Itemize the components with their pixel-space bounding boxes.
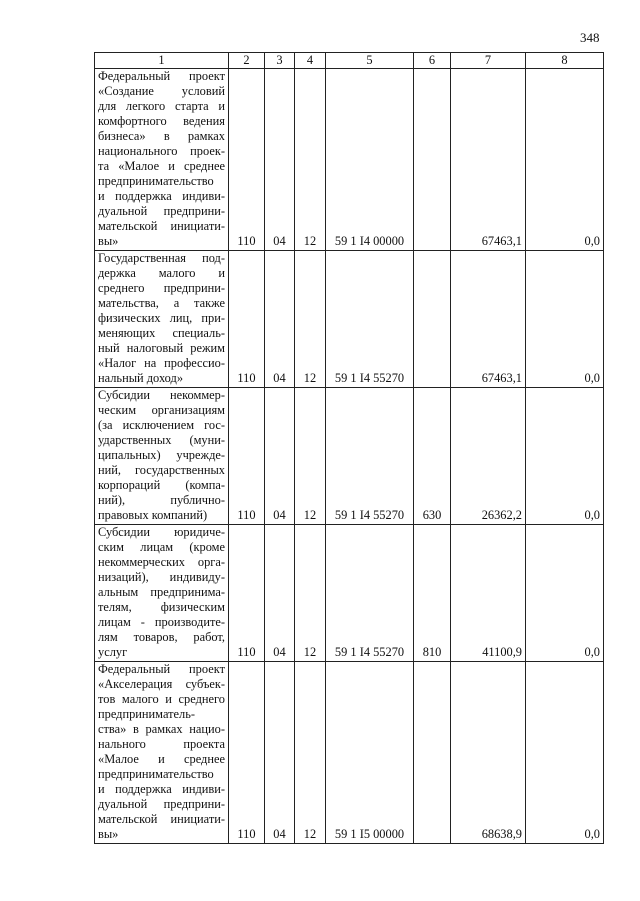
chapter-code-cell: 04 <box>265 69 295 251</box>
row-name-line: «Создание условий <box>98 84 225 98</box>
row-name-line: ный налоговый режим <box>98 341 225 355</box>
row-name-line: ским лицам (кроме <box>98 540 225 554</box>
amount-cell: 67463,1 <box>451 251 526 388</box>
chapter-code-cell: 04 <box>265 251 295 388</box>
row-name-line: и поддержка индиви- <box>98 189 225 203</box>
row-name-line: ципальных) учрежде- <box>98 448 225 462</box>
target-article-cell: 59 1 I4 00000 <box>326 69 414 251</box>
table-row <box>95 525 604 662</box>
row-name-line: физических лиц, при- <box>98 311 225 325</box>
subsection-code-cell: 12 <box>295 69 326 251</box>
row-name-line: нального проекта <box>98 737 225 751</box>
row-name-line: лицам - производите- <box>98 615 225 629</box>
target-article-cell: 59 1 I4 55270 <box>326 388 414 525</box>
table-row <box>95 662 604 844</box>
header-cell: 8 <box>526 53 604 69</box>
row-name-line: «Малое и среднее <box>98 752 225 766</box>
row-name-line: мательства, а также <box>98 296 225 310</box>
row-name-cell <box>95 388 229 525</box>
row-name-line: Субсидии некоммер- <box>98 388 225 402</box>
row-name-line: альным предпринима- <box>98 585 225 599</box>
row-name-line: ний), публично- <box>98 493 225 507</box>
row-name-line: та «Малое и среднее <box>98 159 225 173</box>
target-article-cell: 59 1 I4 55270 <box>326 251 414 388</box>
target-article-cell: 59 1 I5 00000 <box>326 662 414 844</box>
row-name-line: вы» <box>98 827 119 841</box>
header-cell: 6 <box>414 53 451 69</box>
row-name-line: тов малого и среднего <box>98 692 225 706</box>
expense-type-cell <box>414 69 451 251</box>
row-name-line: для легкого старта и <box>98 99 225 113</box>
amount-2-cell: 0,0 <box>526 69 604 251</box>
row-name-line: правовых компаний) <box>98 508 208 522</box>
section-code-cell: 110 <box>229 69 265 251</box>
table-row <box>95 388 604 525</box>
table-row <box>95 251 604 388</box>
row-name-line: Субсидии юридиче- <box>98 525 225 539</box>
header-row <box>95 53 604 69</box>
row-name-line: некоммерческих орга- <box>98 555 225 569</box>
row-name-line: дуальной предприни- <box>98 204 225 218</box>
row-name-line: «Акселерация субъек- <box>98 677 225 691</box>
expense-type-cell: 810 <box>414 525 451 662</box>
row-name-line: «Налог на профессио- <box>98 356 225 370</box>
amount-2-cell: 0,0 <box>526 662 604 844</box>
row-name-line: Федеральный проект <box>98 662 225 676</box>
subsection-code-cell: 12 <box>295 525 326 662</box>
row-name-cell <box>95 251 229 388</box>
chapter-code-cell: 04 <box>265 662 295 844</box>
amount-cell: 68638,9 <box>451 662 526 844</box>
row-name-line: ний, государственных <box>98 463 225 477</box>
section-code-cell: 110 <box>229 525 265 662</box>
row-name-line: лям товаров, работ, <box>98 630 225 644</box>
row-name-line: бизнеса» в рамках <box>98 129 225 143</box>
row-name-line: нальный доход» <box>98 371 184 385</box>
chapter-code-cell: 04 <box>265 525 295 662</box>
row-name-line: ческим организациям <box>98 403 225 417</box>
row-name-line: корпораций (компа- <box>98 478 225 492</box>
header-cell: 7 <box>451 53 526 69</box>
header-cell: 2 <box>229 53 265 69</box>
row-name-line: ства» в рамках нацио- <box>98 722 225 736</box>
row-name-line: держка малого и <box>98 266 225 280</box>
row-name-line: предприниматель- <box>98 707 195 721</box>
row-name-line: мательской инициати- <box>98 219 225 233</box>
row-name-line: дуальной предприни- <box>98 797 225 811</box>
subsection-code-cell: 12 <box>295 388 326 525</box>
section-code-cell: 110 <box>229 388 265 525</box>
header-cell: 1 <box>95 53 229 69</box>
row-name-line: Федеральный проект <box>98 69 225 83</box>
expense-type-cell: 630 <box>414 388 451 525</box>
section-code-cell: 110 <box>229 662 265 844</box>
row-name-line: среднего предприни- <box>98 281 225 295</box>
row-name-line: мательской инициати- <box>98 812 225 826</box>
row-name-line: меняющих специаль- <box>98 326 225 340</box>
row-name-line: предпринимательство <box>98 174 214 188</box>
amount-cell: 26362,2 <box>451 388 526 525</box>
header-cell: 4 <box>295 53 326 69</box>
row-name-line: телям, физическим <box>98 600 225 614</box>
row-name-line: национального проек- <box>98 144 225 158</box>
subsection-code-cell: 12 <box>295 251 326 388</box>
expense-type-cell <box>414 251 451 388</box>
amount-cell: 41100,9 <box>451 525 526 662</box>
page-number: 348 <box>580 30 600 45</box>
section-code-cell: 110 <box>229 251 265 388</box>
table-body <box>95 53 604 844</box>
row-name-line: и поддержка индиви- <box>98 782 225 796</box>
subsection-code-cell: 12 <box>295 662 326 844</box>
row-name-line: (за исключением гос- <box>98 418 225 432</box>
chapter-code-cell: 04 <box>265 388 295 525</box>
row-name-line: низаций), индивиду- <box>98 570 225 584</box>
row-name-line: ударственных (муни- <box>98 433 225 447</box>
row-name-line: комфортного ведения <box>98 114 225 128</box>
row-name-cell <box>95 69 229 251</box>
budget-table <box>94 52 604 844</box>
table-row <box>95 69 604 251</box>
row-name-cell <box>95 662 229 844</box>
row-name-line: предпринимательство <box>98 767 214 781</box>
header-cell: 5 <box>326 53 414 69</box>
amount-2-cell: 0,0 <box>526 525 604 662</box>
row-name-cell <box>95 525 229 662</box>
amount-2-cell: 0,0 <box>526 251 604 388</box>
amount-cell: 67463,1 <box>451 69 526 251</box>
row-name-line: Государственная под- <box>98 251 225 265</box>
target-article-cell: 59 1 I4 55270 <box>326 525 414 662</box>
row-name-line: услуг <box>98 645 128 659</box>
row-name-line: вы» <box>98 234 119 248</box>
expense-type-cell <box>414 662 451 844</box>
header-cell: 3 <box>265 53 295 69</box>
amount-2-cell: 0,0 <box>526 388 604 525</box>
